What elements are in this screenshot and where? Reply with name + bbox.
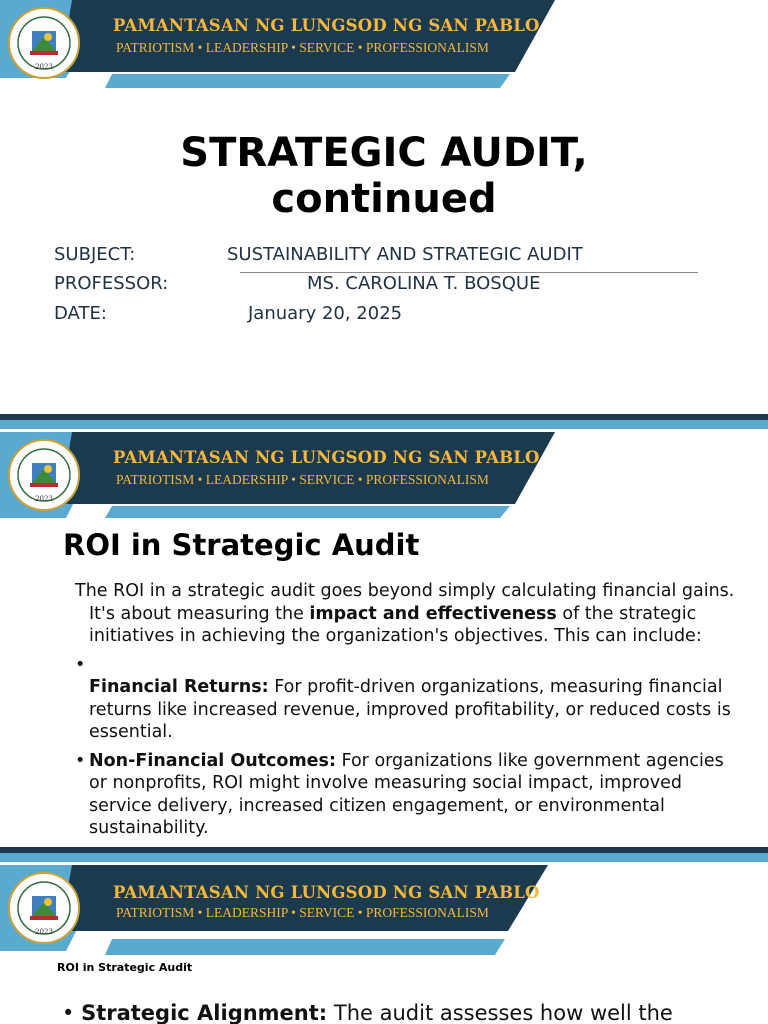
- date-label: DATE:: [54, 303, 107, 324]
- university-motto: PATRIOTISM • LEADERSHIP • SERVICE • PROFESSIONALISM: [116, 472, 489, 487]
- slide-2: [0, 432, 768, 847]
- title-line-1: STRATEGIC AUDIT,: [180, 130, 588, 176]
- subject-label: SUBJECT:: [54, 244, 136, 265]
- slide-1: [0, 0, 768, 414]
- slide-separator: [0, 414, 768, 432]
- bullet-label: Financial Returns:: [89, 677, 269, 697]
- university-motto: PATRIOTISM • LEADERSHIP • SERVICE • PROFESSIONALISM: [116, 40, 489, 55]
- slide-3: [0, 865, 768, 1024]
- slide-body: [75, 580, 735, 840]
- bullet-icon: •: [62, 1001, 75, 1024]
- bullet-text: For profit-driven organizations, measuring financial returns like increased revenue, improved profitability, or reduced costs is essential.: [89, 677, 731, 742]
- slide-separator: [0, 847, 768, 865]
- university-seal-icon: [8, 872, 80, 944]
- bullet-text: The audit assesses how well the: [327, 1001, 673, 1024]
- seal-year: 2023: [35, 63, 53, 71]
- intro-text-1: The ROI in a strategic audit goes beyond simply calculating financial gains. It's about measuring the: [75, 581, 735, 624]
- university-seal-icon: [8, 439, 80, 511]
- list-item: [75, 750, 735, 840]
- intro-text-2: of the strategic initiatives in achieving the organization's objectives. This can include:: [89, 603, 702, 646]
- header-banner: [0, 865, 768, 957]
- bullet-icon: •: [75, 654, 86, 675]
- university-name: PAMANTASAN NG LUNGSOD NG SAN PABLO: [113, 883, 540, 902]
- slide-heading: ROI in Strategic Audit: [63, 528, 420, 562]
- list-item: [75, 654, 735, 744]
- subject-value: SUSTAINABILITY AND STRATEGIC AUDIT: [227, 244, 583, 265]
- bullet-icon: •: [75, 750, 86, 771]
- university-motto: PATRIOTISM • LEADERSHIP • SERVICE • PROFESSIONALISM: [116, 905, 489, 920]
- bullet-label: Non-Financial Outcomes:: [89, 750, 336, 771]
- slide-title: [0, 130, 768, 222]
- slide-heading: ROI in Strategic Audit: [57, 961, 193, 974]
- header-banner: [0, 432, 768, 524]
- intro-bold: impact and effectiveness: [309, 603, 557, 624]
- intro-paragraph: [75, 580, 735, 648]
- bullet-text: For organizations like government agencies or nonprofits, ROI might involve measuring social impact, improved service delivery, increased citizen engagement, or environmental sustainability.: [89, 750, 724, 838]
- seal-year: 2023: [35, 495, 53, 503]
- university-name: PAMANTASAN NG LUNGSOD NG SAN PABLO: [113, 448, 540, 467]
- university-seal-icon: [8, 7, 80, 79]
- title-line-2: continued: [271, 176, 497, 222]
- date-value: January 20, 2025: [248, 303, 403, 324]
- header-banner: [0, 0, 768, 92]
- bullet-label: Strategic Alignment:: [81, 1001, 328, 1024]
- professor-value: MS. CAROLINA T. BOSQUE: [307, 273, 541, 294]
- list-item: [62, 1001, 673, 1024]
- seal-year: 2023: [35, 928, 53, 936]
- professor-label: PROFESSOR:: [54, 273, 169, 294]
- university-name: PAMANTASAN NG LUNGSOD NG SAN PABLO: [113, 16, 540, 35]
